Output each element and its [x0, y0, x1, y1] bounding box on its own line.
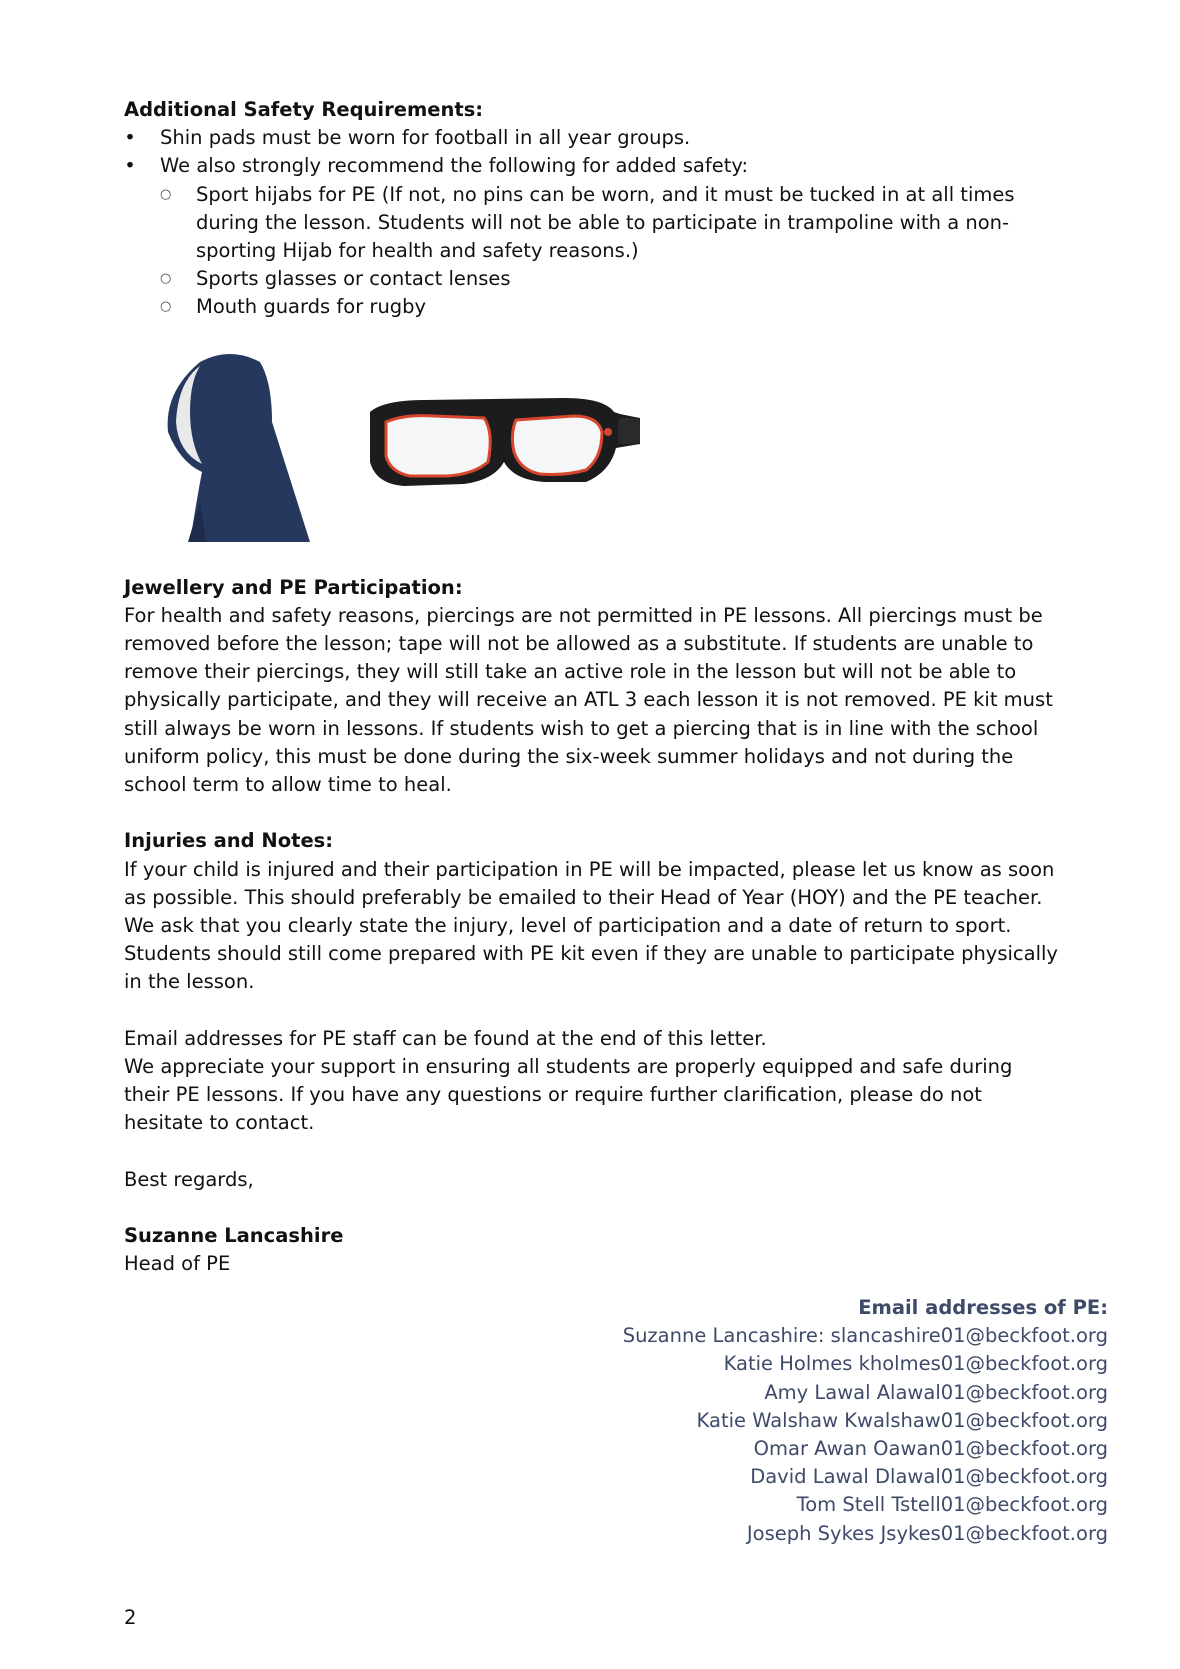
sport-hijab-image [160, 352, 320, 542]
bullet-icon: • [124, 154, 136, 178]
list-item-text: Mouth guards for rugby [196, 295, 427, 319]
jewellery-body: For health and safety reasons, piercings are not permitted in PE lessons. All piercings must be removed before the lesson; tape will not be allowed as a substitute. If students are unable to remove their piercings, they will still take an active role in the lesson but will not be able to physically participate, and they will receive an ATL 3 each lesson it is not removed. PE kit must still always be worn in lessons. If students wish to get a piercing that is in line with the school uniform policy, this must be done during the six-week summer holidays and not during the school term to allow time to heal. [124, 603, 1053, 797]
recommend-list [160, 181, 1064, 322]
jewellery-heading: Jewellery and PE Participation: [124, 575, 463, 599]
email-entry[interactable]: Joseph Sykes Jsykes01@beckfoot.org [746, 1521, 1108, 1545]
sports-glasses-image [364, 392, 644, 492]
safety-list [124, 124, 1064, 321]
email-entry[interactable]: Amy Lawal Alawal01@beckfoot.org [764, 1380, 1108, 1404]
email-entry[interactable]: Katie Walshaw Kwalshaw01@beckfoot.org [696, 1408, 1108, 1432]
page-number: 2 [124, 1606, 137, 1629]
circle-bullet-icon: ○ [160, 299, 172, 315]
list-item-text: We also strongly recommend the following for added safety: [160, 154, 749, 178]
pe-email-list [623, 1294, 1108, 1548]
list-item-text: Sports glasses or contact lenses [196, 267, 511, 291]
list-item [124, 124, 1064, 152]
signatory-role: Head of PE [124, 1252, 231, 1276]
list-item [160, 181, 1064, 266]
bullet-icon: • [124, 126, 136, 150]
email-entry[interactable]: Omar Awan Oawan01@beckfoot.org [753, 1437, 1108, 1461]
injuries-body: If your child is injured and their participation in PE will be impacted, please let us know as soon as possible. This should preferably be emailed to their Head of Year (HOY) and the PE teacher. We ask that you clearly state the injury, level of participation and a date of return to sport. Students should still come prepared with PE kit even if they are unable to participate physically in the lesson. [124, 857, 1058, 994]
equipment-images [124, 352, 1064, 542]
safety-heading: Additional Safety Requirements: [124, 98, 484, 121]
letter-page [124, 96, 1064, 1279]
injuries-heading: Injuries and Notes: [124, 829, 334, 853]
closing-line-2: We appreciate your support in ensuring all students are properly equipped and safe during their PE lessons. If you have any questions or require further clarification, please do not hesitate to contact. [124, 1055, 1013, 1135]
list-item-text: Sport hijabs for PE (If not, no pins can be worn, and it must be tucked in at all times during the lesson. Students will not be able to participate in trampoline with a non-sporting Hijab for health and safety reasons.) [196, 182, 1015, 263]
list-item [124, 152, 1064, 321]
list-item [160, 265, 1064, 293]
email-entry[interactable]: Tom Stell Tstell01@beckfoot.org [796, 1493, 1108, 1517]
list-item-text: Shin pads must be worn for football in all year groups. [160, 126, 691, 150]
circle-bullet-icon: ○ [160, 186, 172, 202]
circle-bullet-icon: ○ [160, 271, 172, 287]
email-entry[interactable]: Suzanne Lancashire: slancashire01@beckfoot.org [622, 1324, 1108, 1348]
email-heading: Email addresses of PE: [858, 1296, 1108, 1319]
email-entry[interactable]: Katie Holmes kholmes01@beckfoot.org [723, 1352, 1108, 1376]
closing-line-1: Email addresses for PE staff can be found at the end of this letter. [124, 1026, 767, 1050]
email-entry[interactable]: David Lawal Dlawal01@beckfoot.org [750, 1465, 1108, 1489]
closing-regards: Best regards, [124, 1167, 254, 1191]
signatory-name: Suzanne Lancashire [124, 1224, 344, 1248]
list-item [160, 293, 1064, 321]
